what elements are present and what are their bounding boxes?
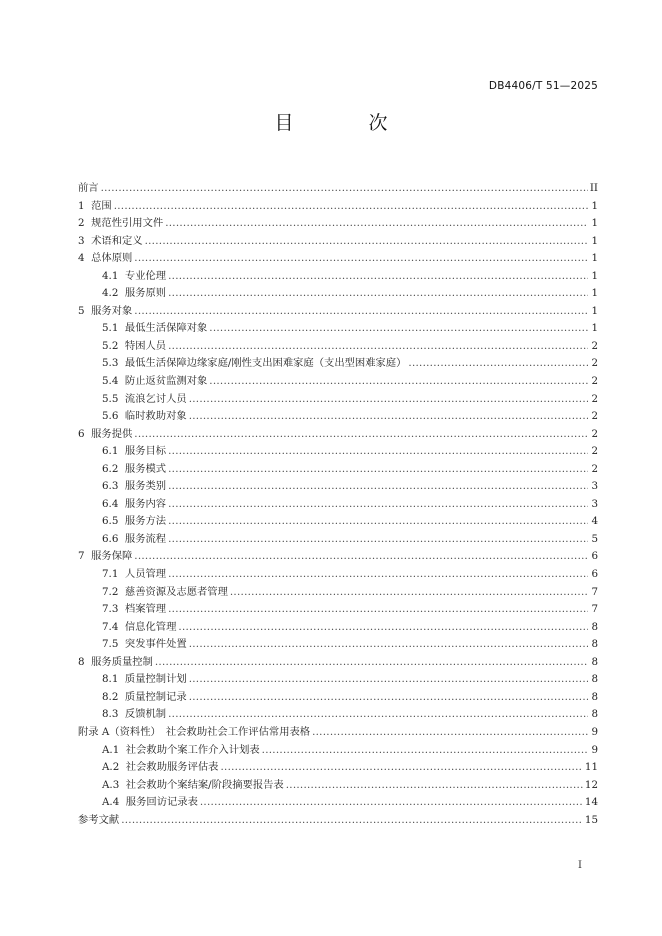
toc-entry[interactable] xyxy=(78,566,598,584)
toc-entry-label: A.1 社会救助个案工作介入计划表 xyxy=(102,743,260,756)
toc-leader-dots xyxy=(145,233,588,251)
toc-leader-dots xyxy=(408,355,588,373)
toc-leader-dots xyxy=(168,285,588,303)
toc-leader-dots xyxy=(189,636,588,654)
toc-entry-label: 6.1 服务目标 xyxy=(102,445,167,458)
toc-entry-label: 5.2 特困人员 xyxy=(102,339,167,352)
toc-entry-page: 2 xyxy=(591,357,598,370)
toc-entry[interactable] xyxy=(78,654,598,672)
toc-entry-page: 4 xyxy=(591,515,598,528)
toc-entry[interactable] xyxy=(78,601,598,619)
toc-leader-dots xyxy=(209,320,588,338)
toc-entry-label: 前言 xyxy=(78,182,99,194)
toc-entry-page: 2 xyxy=(591,392,598,405)
toc-leader-dots xyxy=(168,601,588,619)
toc-leader-dots xyxy=(200,794,583,812)
toc-entry[interactable] xyxy=(78,636,598,654)
toc-entry-page: 1 xyxy=(591,217,598,230)
toc-entry-label: 参考文献 xyxy=(78,813,120,826)
toc-entry[interactable] xyxy=(78,777,598,795)
toc-entry[interactable] xyxy=(78,794,598,812)
page-title: 目 次 xyxy=(274,112,416,134)
toc-entry[interactable] xyxy=(78,548,598,566)
toc-entry[interactable] xyxy=(78,250,598,268)
toc-entry[interactable] xyxy=(78,531,598,549)
toc-leader-dots xyxy=(230,584,588,602)
toc-entry-label: 4.1 专业伦理 xyxy=(102,269,167,282)
toc-entry-page: II xyxy=(589,182,598,194)
toc-leader-dots xyxy=(165,215,588,233)
toc-entry-page: 15 xyxy=(584,813,598,826)
toc-entry-label: 6.5 服务方法 xyxy=(102,515,167,528)
toc-entry-label: 6.6 服务流程 xyxy=(102,532,167,545)
toc-entry-label: 6.2 服务模式 xyxy=(102,462,167,475)
toc-entry-label: 附录 A（资料性） 社会救助社会工作评估常用表格 xyxy=(78,725,311,738)
toc-entry-label: 7 服务保障 xyxy=(78,550,133,563)
toc-entry-page: 1 xyxy=(591,287,598,300)
toc-entry-label: 7.4 信息化管理 xyxy=(102,620,177,633)
toc-entry-page: 11 xyxy=(584,761,598,774)
toc-leader-dots xyxy=(134,303,588,321)
toc-entry-label: 2 规范性引用文件 xyxy=(78,217,164,230)
toc-entry-label: 1 范围 xyxy=(78,199,112,212)
toc-entry-page: 2 xyxy=(591,427,598,440)
toc-entry-page: 7 xyxy=(591,585,598,598)
toc-entry[interactable] xyxy=(78,198,598,216)
toc-leader-dots xyxy=(178,619,588,637)
toc-entry[interactable] xyxy=(78,268,598,286)
toc-entry-page: 1 xyxy=(591,199,598,212)
toc-entry-page: 8 xyxy=(591,638,598,651)
toc-leader-dots xyxy=(168,338,588,356)
toc-entry-page: 12 xyxy=(584,778,598,791)
toc-entry[interactable] xyxy=(78,671,598,689)
toc-entry-page: 3 xyxy=(591,497,598,510)
toc-entry-label: A.4 服务回访记录表 xyxy=(102,796,198,809)
toc-entry-page: 2 xyxy=(591,375,598,388)
toc-entry-label: A.3 社会救助个案结案/阶段摘要报告表 xyxy=(102,778,284,791)
toc-entry-page: 2 xyxy=(591,462,598,475)
toc-entry-label: 4 总体原则 xyxy=(78,252,133,265)
toc-entry[interactable] xyxy=(78,355,598,373)
toc-entry-label: 7.1 人员管理 xyxy=(102,568,167,581)
toc-entry[interactable] xyxy=(78,338,598,356)
toc-entry-page: 1 xyxy=(591,322,598,335)
toc-entry[interactable] xyxy=(78,443,598,461)
toc-entry[interactable] xyxy=(78,689,598,707)
toc-entry[interactable] xyxy=(78,619,598,637)
toc-leader-dots xyxy=(189,408,588,426)
toc-entry[interactable] xyxy=(78,180,598,198)
toc-entry-page: 7 xyxy=(591,603,598,616)
toc-leader-dots xyxy=(286,777,583,795)
toc-leader-dots xyxy=(101,180,588,198)
toc-entry-page: 1 xyxy=(591,269,598,282)
toc-entry-label: 5 服务对象 xyxy=(78,304,133,317)
toc-entry[interactable] xyxy=(78,408,598,426)
toc-entry-label: 5.4 防止返贫监测对象 xyxy=(102,375,208,388)
toc-entry-page: 1 xyxy=(591,252,598,265)
toc-entry-page: 9 xyxy=(591,743,598,756)
toc-entry[interactable] xyxy=(78,812,598,830)
toc-leader-dots xyxy=(121,812,583,830)
toc-entry-label: 5.6 临时救助对象 xyxy=(102,410,187,423)
toc-entry-page: 9 xyxy=(591,725,598,738)
toc-entry-page: 14 xyxy=(584,796,598,809)
toc-entry[interactable] xyxy=(78,391,598,409)
toc-leader-dots xyxy=(168,513,588,531)
toc-entry-page: 3 xyxy=(591,480,598,493)
toc-entry-page: 1 xyxy=(591,234,598,247)
toc-leader-dots xyxy=(155,654,588,672)
toc-entry[interactable] xyxy=(78,373,598,391)
toc-entry[interactable] xyxy=(78,759,598,777)
toc-entry-page: 8 xyxy=(591,690,598,703)
toc-entry-label: 8.2 质量控制记录 xyxy=(102,690,187,703)
toc-entry-page: 2 xyxy=(591,339,598,352)
toc-entry-label: 8.1 质量控制计划 xyxy=(102,673,187,686)
toc-entry-page: 2 xyxy=(591,410,598,423)
toc-leader-dots xyxy=(189,391,588,409)
toc-entry-label: 7.3 档案管理 xyxy=(102,603,167,616)
toc-leader-dots xyxy=(168,531,588,549)
toc-entry-label: A.2 社会救助服务评估表 xyxy=(102,761,219,774)
toc-entry-label: 6 服务提供 xyxy=(78,427,133,440)
toc-entry-page: 1 xyxy=(591,304,598,317)
toc-leader-dots xyxy=(312,724,588,742)
toc-entry-label: 5.5 流浪乞讨人员 xyxy=(102,392,187,405)
toc-leader-dots xyxy=(189,671,588,689)
toc-entry-label: 8 服务质量控制 xyxy=(78,655,153,668)
toc-leader-dots xyxy=(168,268,588,286)
toc-entry[interactable] xyxy=(78,478,598,496)
toc-entry-label: 8.3 反馈机制 xyxy=(102,708,167,721)
toc-entry-page: 8 xyxy=(591,673,598,686)
toc-entry[interactable] xyxy=(78,742,598,760)
toc-leader-dots xyxy=(134,250,588,268)
toc-leader-dots xyxy=(209,373,588,391)
toc-entry[interactable] xyxy=(78,285,598,303)
toc-entry[interactable] xyxy=(78,706,598,724)
toc-entry-label: 4.2 服务原则 xyxy=(102,287,167,300)
toc-entry[interactable] xyxy=(78,461,598,479)
toc-entry-page: 8 xyxy=(591,708,598,721)
toc-entry[interactable] xyxy=(78,233,598,251)
document-code: DB4406/T 51—2025 xyxy=(488,80,598,92)
toc-entry[interactable] xyxy=(78,496,598,514)
toc-entry-page: 8 xyxy=(591,655,598,668)
toc-entry-label: 5.1 最低生活保障对象 xyxy=(102,322,208,335)
toc-entry-label: 3 术语和定义 xyxy=(78,234,143,247)
toc-entry-label: 7.2 慈善资源及志愿者管理 xyxy=(102,585,228,598)
toc-leader-dots xyxy=(134,548,588,566)
toc-leader-dots xyxy=(189,689,588,707)
toc-entry-page: 2 xyxy=(591,445,598,458)
toc-leader-dots xyxy=(220,759,582,777)
toc-leader-dots xyxy=(168,496,588,514)
toc-leader-dots xyxy=(168,478,588,496)
toc-entry-label: 6.4 服务内容 xyxy=(102,497,167,510)
toc-entry-page: 5 xyxy=(591,532,598,545)
table-of-contents xyxy=(78,180,598,829)
toc-entry[interactable] xyxy=(78,320,598,338)
toc-entry[interactable] xyxy=(78,215,598,233)
toc-leader-dots xyxy=(168,566,588,584)
toc-leader-dots xyxy=(168,706,588,724)
toc-leader-dots xyxy=(168,461,588,479)
toc-entry[interactable] xyxy=(78,303,598,321)
toc-entry[interactable] xyxy=(78,724,598,742)
toc-leader-dots xyxy=(114,198,588,216)
page-number: I xyxy=(578,860,582,871)
toc-entry-label: 6.3 服务类别 xyxy=(102,480,167,493)
toc-entry-page: 6 xyxy=(591,568,598,581)
toc-entry-page: 6 xyxy=(591,550,598,563)
toc-entry-label: 7.5 突发事件处置 xyxy=(102,638,187,651)
toc-entry[interactable] xyxy=(78,513,598,531)
toc-entry-page: 8 xyxy=(591,620,598,633)
toc-leader-dots xyxy=(262,742,588,760)
toc-entry[interactable] xyxy=(78,426,598,444)
toc-leader-dots xyxy=(168,443,588,461)
toc-entry[interactable] xyxy=(78,584,598,602)
toc-leader-dots xyxy=(134,426,588,444)
toc-entry-label: 5.3 最低生活保障边缘家庭/刚性支出困难家庭（支出型困难家庭） xyxy=(102,357,407,370)
